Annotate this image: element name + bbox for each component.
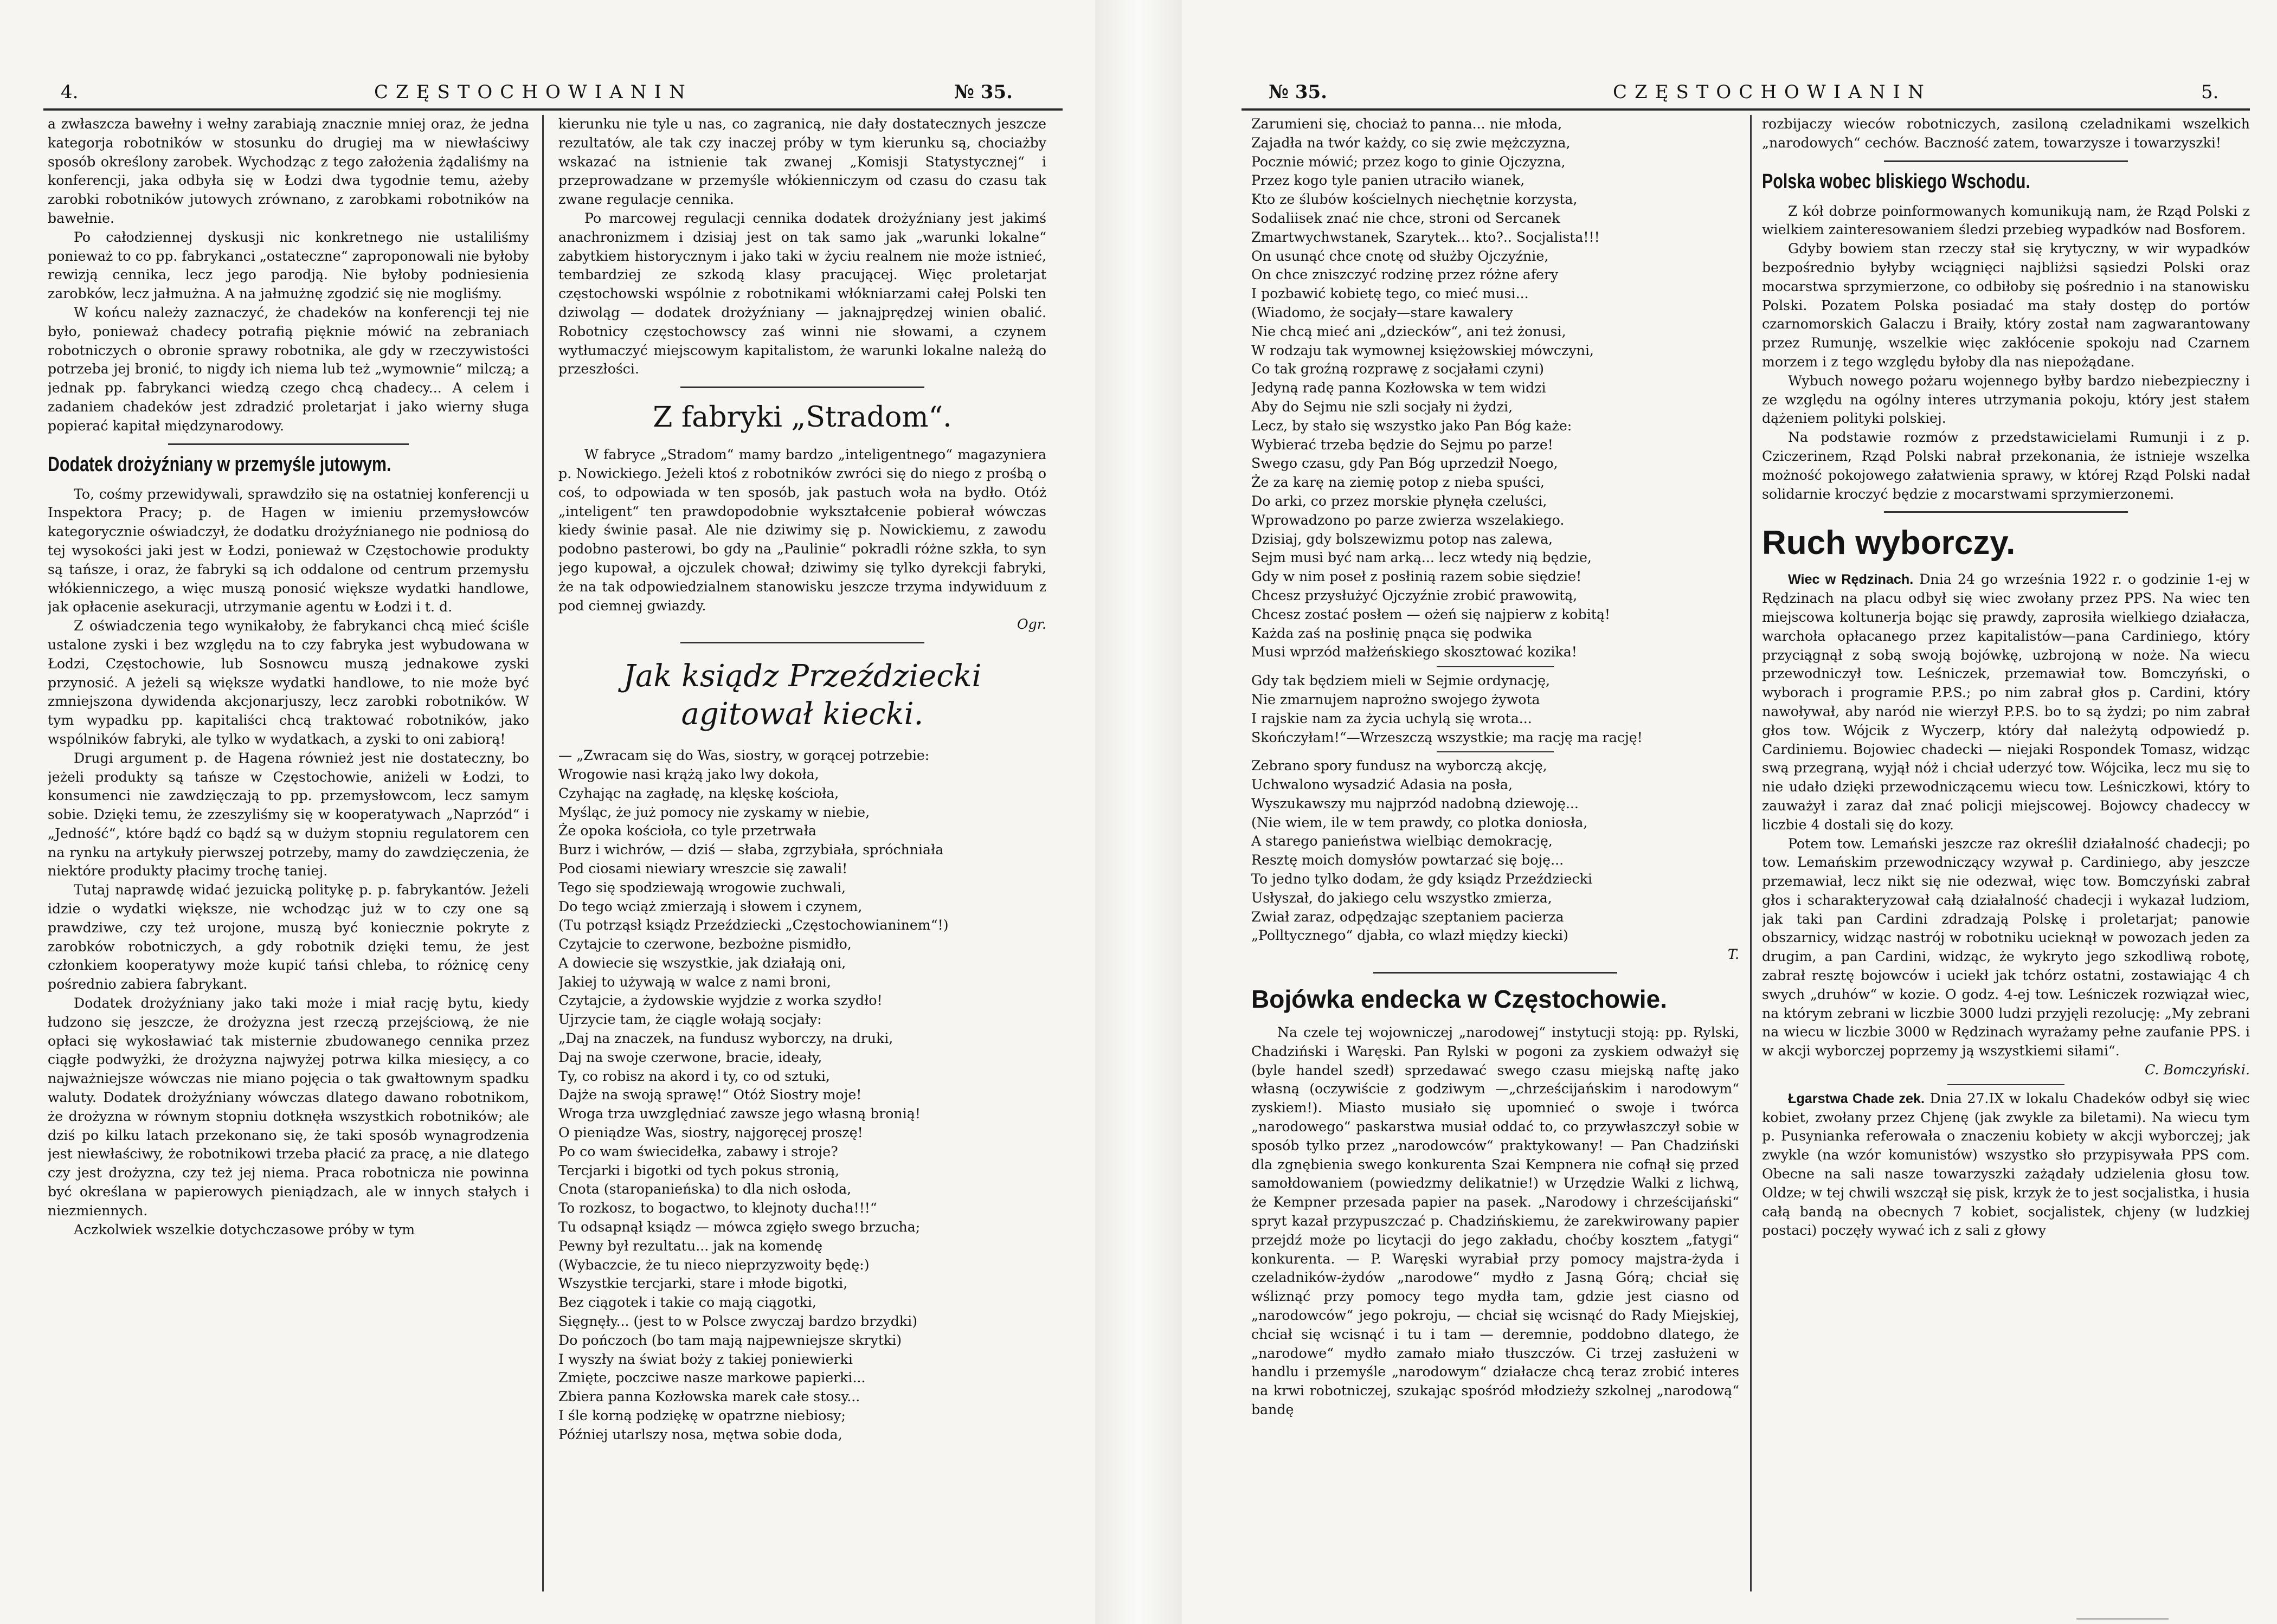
paragraph-lead: Łgarstwa Chade zek. [1788,1091,1925,1106]
paragraph: Po całodziennej dyskusji nic konkretnego nie ustaliliśmy ponieważ to co pp. fabrykanci „ostateczne“ zaproponowali nie byłoby rewizją cennika, lecz jego parodją. Nie byłoby podniesienia zarobków, lecz jałmużna. A na jałmużnę zgodzić się nie mogliśmy. [48,229,529,302]
article-heading: Z fabryki „Stradom“. [653,401,952,434]
issue-number: № 35. [954,81,1013,103]
paragraph-body: Dnia 27.IX w lokalu Chadeków odbył się wiec kobiet, zwołany przez Chjenę (jak zwykle za biletami). Na wiecu tym p. Pusynianka referowała o znaczeniu kobiety w akcji wyborczej; jak zwykle (na wzór komunistów) wszystko sło przypisywała PPS com. Obecne na sali nasze towarzyszki zażądały udzielenia głosu tow. Oldze; w tej chwili wszczął się pisk, krzyk że to jest socjalistka, i husia całą bandą na obecnych 7 kobiet, socjalistek, chjeny (w ludzkiej postaci) poczęły wywać ich z sali z głowy [1762,1090,2250,1239]
paragraph: Po marcowej regulacji cennika dodatek drożyźniany jest jakimś anachronizmem i dzisiaj jest on tak samo jak „warunki lokalne“ zabytkiem historycznym i jako taki w życiu realnem nie może istnieć, tembardziej ze szkodą klasy pracującej. Więc proletarjat częstochowski wspólnie z robotnikami włókniarzami całej Polski ten dziwoląg — dodatek drożyźniany — jaknajprędzej winien obalić. Robotnicy częstochowscy zaś winni nie słowami, a czynem wytłumaczyć miejscowym kapitalistom, że warunki lokalne należą do przeszłości. [558,210,1046,377]
verse-line: A dowiecie się wszystkie, jak działają oni, [558,955,846,971]
paragraph [1762,570,2250,834]
verse-line: Wroga trza uwzględniać zawsze jego własną bronią! [558,1106,921,1122]
left-column-1 [48,115,529,1591]
article-divider [1373,972,1617,974]
verse-line: Gdy w nim poseł z posłinią razem sobie siędzie! [1251,569,1582,585]
paragraph: W fabryce „Stradom“ mamy bardzo „inteligentnego“ magazyniera p. Nowickiego. Jeżeli ktoś z robotników zwróci się do niego z prośbą o coś, to odpowiada w ten sposób, jak pastuch woła na bydło. Otóż „inteligent“ ten prawdopodobnie wykształcenie pobierał wówczas kiedy świnie pasał. Ale nie dziwimy się p. Nowickiemu, z zawodu podobno pasterowi, bo gdy na „Paulinie“ pokradli różne szkła, to syn jego kupował, a ojczulek chował; dziwimy się tylko dyrekcji fabryki, że na tak odpowiedzialnem stanowisku jeszcze trzyma indywiduum z pod ciemnej gwiazdy. [558,447,1046,614]
verse-line: Co tak groźną rozprawę z socjałami czyni) [1251,361,1544,377]
verse-line: Pod ciosami niewiary wreszcie się zawali! [558,860,848,877]
verse-line: Do arki, co przez morskie płynęła czeluści, [1251,493,1547,509]
column-rule [1750,115,1752,1591]
verse-line: I pozbawić kobietę tego, co mieć musi... [1251,286,1529,302]
paragraph: To, cośmy przewidywali, sprawdziło się na ostatniej konferencji u Inspektora Pracy; p. de Hagen w imieniu przemysłowców kategorycznie oświadczył, że dodatku drożyźnianego nie podniosą do tej wysokości jaki jest w Łodzi, ponieważ w Częstochowie produkty są tańsze, i oraz, że fabryki są ich oddalone od centrum przemysłu włókienniczego, a więc muszą ponosić większe wydatki handlowe, jak opłacenie asekuracji, utrzymanie agentu w Łodzi i t. d. [48,486,529,615]
verse-line: To jedno tylko dodam, że gdy ksiądz Przeździecki [1251,871,1592,887]
verse-line: Jakiej to używają w walce z nami broni, [558,974,831,990]
page-gutter [1095,0,1182,1624]
masthead-title: CZĘSTOCHOWIANIN [374,81,693,103]
verse-line: Zajadła na twór każdy, co się zwie mężczyzna, [1251,134,1571,151]
right-column-1 [1251,115,1739,1591]
paragraph: kierunku nie tyle u nas, co zagranicą, nie dały dostatecznych jeszcze rezultatów, ale tak czy inaczej próby w tym kierunku są, chociażby wskazać na istnienie tak zwanej „Komisji Statystycznej“ i przeprowadzane w przemyśle włókienniczym od czasu do czasu tak zwane regulacje cennika. [558,116,1046,208]
verse-line: Wybierać trzeba będzie do Sejmu po parze! [1251,436,1553,453]
paragraph: W końcu należy zaznaczyć, że chadeków na konferencji tej nie było, ponieważ chadecy potrafią pięknie mówić na zebraniach robotniczych o obronie sprawy robotnika, ale gdy w rzeczywistości potrzeba jej bronić, to nigdy ich niema lub też „wymownie“ milczą; a jednak pp. fabrykanci wiedzą czego chcą chadecy... A celem i zadaniem chadeków jest zdradzić proletarjat i jako wierny sługa popierać kapitał międzynarodowy. [48,304,529,434]
verse-line: Do tego wciąż zmierzają i słowem i czynem, [558,898,863,914]
verse-line: I rajskie nam za życia uchylą się wrota... [1251,710,1532,726]
verse-line: Uchwalono wysadzić Adasia na posła, [1251,777,1513,793]
verse-line: Resztę moich domysłów powtarzać się boję... [1251,852,1564,868]
poem-title [558,658,1046,733]
verse-line: Później utarlszy nosa, mętwa sobie doda, [558,1426,842,1442]
article-heading: Bojówka endecka w Częstochowie. [1251,985,1667,1014]
header-rule [43,108,1063,111]
article-heading: Polska wobec bliskiego Wschodu. [1762,170,2030,193]
header-rule [1242,108,2250,111]
verse-line: Zmięte, poczciwe nasze markowe papierki... [558,1370,866,1386]
verse-line: Zmartwychwstanek, Szarytek... kto?.. Socjalista!!! [1251,229,1600,245]
verse-line: Ujrzycie tam, że ciągle wołają socjały: [558,1011,822,1028]
verse-line: Sejm musi być nam arką... lecz wtedy nią będzie, [1251,550,1592,566]
verse-line: Czyhając na zagładę, na klęskę kościoła, [558,785,839,801]
verse-line: Czytajcie to czerwone, bezbożne pismidło, [558,936,852,952]
paragraph: rozbijaczy wieców robotniczych, zasiloną czeladnikami wszelkich „narodowych“ cechów. Baczność zatem, towarzysze i towarzyszki! [1762,116,2250,151]
verse-line: Chcesz zostać posłem — ożeń się najpierw z kobitą! [1251,606,1611,622]
verse-line: Dzisiaj, gdy bolszewizmu potop nas zalewa, [1251,531,1553,547]
paragraph: Z kół dobrze poinformowanych komunikują nam, że Rząd Polski z wielkiem zainteresowaniem śledzi przebieg wypadków nad Bosforem. [1762,203,2250,238]
verse-line: Wprowadzono po parze zwierza wszelakiego. [1251,512,1565,528]
verse-line: Zebrano spory fundusz na wyborczą akcję, [1251,758,1547,774]
verse-line: Czytajcie, a żydowskie wyjdzie z worka szydło! [558,993,883,1009]
verse-line: Tu odsapnął ksiądz — mówca zgięło swego brzucha; [558,1219,921,1235]
article-heading: Ruch wyborczy. [1762,524,2016,562]
paragraph-lead: Wiec w Rędzinach. [1788,572,1914,588]
verse-line: Daj na swoje czerwone, bracie, ideały, [558,1049,822,1065]
paragraph: Dodatek drożyźniany jako taki może i miał rację bytu, kiedy łudzono się jeszcze, że drożyzna jest rzeczą przejściową, że nie opłaci się wykosławiać tak misternie zbudowanego cennika przez ciągłe podwyżki, że drożyzna najwyżej potrwa kilka miesięcy, a co najważniejsze wówczas nie miano pojęcia o tak gwałtownym spadku waluty. Dodatek drożyźniany wówczas dlatego dawano robotnikom, że drożyzna w równym stopniu dotknęła wszystkich robotników; ale dziś po kilku latach przekonano się, że taki sposób wynagrodzenia jest niewłaściwy, że robotnikowi trzeba płacić za pracę, a nie dlatego czy jest drożyzna, czy też jej niema. Praca robotnicza nie powinna być określana w papierowych pieniądzach, ale w innych stałych i niezmiennych. [48,995,529,1219]
verse-line: Pewny był rezultatu... jak na komendę [558,1238,823,1254]
paragraph-body: Dnia 24 go września 1922 r. o godzinie 1-ej w Rędzinach na placu odbył się wiec zwołany przez PPS. Na wiec ten miejscowa koltunerja bojąc się prawdy, zaprosiła wielkiego działacza, warchoła opłacanego przez kapitalistów—pana Cardiniego, który przyciągnął z sobą swoją bojówkę, uzbrojoną w noże. Na wiecu przewodniczył tow. Leśniczek, przemawiał tow. Bomczyński, o wyborach i programie P.P.S.; po nim zabrał głos p. Cardini, który nawoływał, aby naród nie wierzył P.P.S. bo to są żydzi; po nim zabrał głos tow. Wójcik z Wyczerp, który dał należytą odpowiedź p. Cardiniemu. Bojowiec chadecki — niejaki Rospondek Tomasz, widząc swą przegraną, wyjął nóż i chciał uderzyć tow. Wójcika, lecz mu się to nie udało dzięki przewodniczącemu wiecu tow. Leśniczkowi, który to zauważył i zaraz dał znać policji miejscowej. Bojowcy chadeccy w liczbie 4 dostali się do kozy. [1762,571,2250,833]
paragraph: Na podstawie rozmów z przedstawicielami Rumunji i z p. Cziczerinem, Rząd Polski nabrał przekonania, że istnieje wszelka możność pokojowego załatwienia sprawy, w której Rząd Polski nadał solidarnie kroczyć będzie z mocarstwami sprzymierzonemi. [1762,429,2250,502]
verse-line: Dajże na swoją sprawę!“ Otóż Siostry moje! [558,1087,862,1103]
verse-line: „Polltycznego“ djabła, co wlazł między kiecki) [1251,927,1568,944]
verse-line: Tego się spodziewają wrogowie zuchwali, [558,879,846,895]
signature: Ogr. [1017,616,1046,633]
masthead-title: CZĘSTOCHOWIANIN [1613,81,1932,103]
verse-line: Wszystkie tercjarki, stare i młode bigotki, [558,1275,848,1292]
article-divider [1884,511,2128,513]
verse-line: Ty, co robisz na akord i ty, co od sztuki, [558,1068,830,1084]
article-divider [168,443,409,445]
verse-line: (Nie wiem, ile w tem prawdy, co plotka doniosła, [1251,814,1588,830]
poem-continuation [1251,115,1739,945]
article-divider [680,386,924,388]
verse-line: Musi wprzód małżeńskiego skosztować kozika! [1251,644,1577,660]
verse-line: Burz i wichrów, — dziś — słaba, zgrzybiała, spróchniała [558,842,944,858]
verse-line: — „Zwracam się do Was, siostry, w gorącej potrzebie: [558,747,930,764]
verse-line: Zwiał zaraz, odpędzając szeptaniem pacierza [1251,908,1564,925]
paragraph: Na czele tej wojowniczej „narodowej“ instytucji stoją: pp. Rylski, Chadziński i Waręski. Pan Rylski w pogoni za zyskiem odważył się (byle handel szedł) sprzedawać swego czasu miejską naftę jako własną (oczywiście z godziwym —„chrześcijańskim i narodowym“ zyskiem!). Miasto musiało się upomnieć o swoje i twórca „narodowego“ paskarstwa musiał oddać to, co przywłaszczył sobie w sposób tylko przez „narodowców“ praktykowany! — Pan Chadziński dla zgnębienia swego konkurenta Szai Kempnera nie cofnął się przed samołdowaniem (powiedzmy delikatnie!) w Urzędzie Walki z lichwą, że Kempner przesada papier na pasek. „Narodowy i chrześcijański“ spryt kazał przypuszczać p. Chadzińskiemu, że zarekwirowany papier przejdź może po licytacji do jego zakładu, choćby kosztem „fatygi“ konkurenta. — P. Waręski wyrabiał przy pomocy majstra-żyda i czeladników-żydów „narodowe“ mydło z Jasną Górą; chciał się wśliznąć przy pomocy tego mydła tam, gdzie jest ciasno od „narodowców“ jego pokroju, — chciał się wcisnąć do Rady Miejskiej, chciał się wcisnąć i tu i tam — deremnie, poddobno dlatego, że „narodowe“ mydło zamało miało tłuszczów. Ci trzej zasłużeni w handlu i przemyśle „narodowym“ działacze chcą teraz zrobić interes na krwi robotniczej, szukając spośród młodzieży szkolnej „narodową“ bandę [1251,1024,1739,1417]
verse-line: Wrogowie nasi krążą jako lwy dokoła, [558,766,819,782]
verse-line: Skończyłam!“—Wrzeszczą wszystkie; ma rację ma rację! [1251,729,1643,745]
poem-title-line: Jak ksiądz Przeździecki [623,659,982,694]
right-page-header [1182,81,2277,109]
verse-line: Zarumieni się, chociaż to panna... nie młoda, [1251,116,1562,132]
paragraph: Tutaj naprawdę widać jezuicką politykę p. p. fabrykantów. Jeżeli idzie o wydatki większe, nie wchodząc już w to czy one są prawdziwe, czy też urojone, muszą być koniecznie pokryte z zarobków robotniczych, a gdy robotnik dzięki temu, że jest członkiem kooperatywy może kupić tańsi chleba, to różnicę ceny pośrednio zabiera fabrykant. [48,882,529,993]
verse-line: Nie chcą mieć ani „dziecków“, ani też żonusi, [1251,323,1566,339]
verse-line: Gdy tak będziem mieli w Sejmie ordynację, [1251,673,1551,689]
verse-line: Kto ze ślubów kościelnych niechętnie korzysta, [1251,191,1578,208]
paragraph: Z oświadczenia tego wynikałoby, że fabrykanci chcą mieć ściśle ustalone zyski i bez względu na to czy fabryka jest wybudowana w Łodzi, Częstochowie, lub Sosnowcu muszą jednakowe zyski przynosić. A jeżeli są większe wydatki handlowe, to nie może być zmniejszona dywidenda akcjonarjuszy, lecz zarobki robotników. W tym wypadku pp. kapitaliści chcą traktować robotników, jako wspólników fabryki, ale tylko w wydatkach, a zyski to oni zabiorą! [48,618,529,747]
library-stamp [2076,1596,2169,1620]
verse-line: Myśląc, że już pomocy nie zyskamy w niebie, [558,804,870,820]
verse-line: A starego panieństwa wielbiąc demokrację, [1251,833,1553,849]
verse-line: Przez kogo tyle panien utraciło wianek, [1251,172,1525,189]
verse-line: Tercjarki i bigotki od tych pokus stronią, [558,1162,840,1178]
paragraph: Potem tow. Lemański jeszcze raz określił działalność chadecji; po tow. Lemańskim przewodniczący wzywał p. Cardiniego, aby jeszcze przemawiał, lecz nikt się nie odezwał, więc tow. Bomczyński zabrał głos i scharakteryzował całą działalność chadecji i wykazał ludziom, jak taki pan Cardini zdradzają Polskę i proletarjat; panowie obszarnicy, widząc nastrój w robotniku ucieknął w powozach jeden za drugim, a pan Cardini, widząc, że wykryto jego szkodliwą robotę, zabrał resztę bojowców i uciekł jak tchórz ostatni, zostawiając 4 ch swych „druhów“ w kozie. O godz. 4-ej tow. Leśniczek rozwiązał wiec, na którym zebrani w liczbie 3000 ludzi przyjęli rezolucję: „My zebrani na wiecu w liczbie 3000 w Rędzinach wyrażamy pełne zaufanie PPS. i w akcji wyborczej poprzemy ją wszystkiemi siłami“. [1762,835,2250,1059]
page-number: 5. [2201,81,2219,103]
paragraph: Gdyby bowiem stan rzeczy stał się krytyczny, w wir wypadków bezpośrednio byłyby wciągnięci najbliżsi sąsiedzi Polski oraz mocarstwa sprzymierzone, co odbiłoby się pośrednio i na stanowisku Polski. Pozatem Polska posiadać ma stały dostęp do portów czarnomorskich Galaczu i Braiły, który został nam zagwarantowany przez Rumunję, wszelkie więc zakłócenie spokoju nad Czarnem morzem i z tego względu byłoby dla nas niepożądane. [1762,241,2250,370]
article-heading: Dodatek drożyźniany w przemyśle jutowym. [48,453,391,476]
stanza-divider [1437,751,1554,752]
verse-line: Chcesz przysłużyć Ojczyźnie zrobić prawowitą, [1251,587,1578,603]
verse-line: „Daj na znaczek, na fundusz wyborczy, na druki, [558,1030,893,1047]
verse-line: Aby do Sejmu nie szli socjały ni żydzi, [1251,398,1513,415]
verse-line: Sodaliisek znać nie chce, stroni od Sercanek [1251,210,1560,226]
verse-line: Do pończoch (bo tam mają najpewniejsze skrytki) [558,1332,902,1348]
verse-line: Nie zmarnujem naprożno swojego żywota [1251,691,1540,707]
verse-line: (Tu potrząsł ksiądz Przeździecki „Częstochowianinem“!) [558,917,949,933]
left-column-2 [558,115,1046,1591]
signature: C. Bomczyński. [2144,1062,2250,1078]
paragraph: Drugi argument p. de Hagena również jest nie dostateczny, bo jeżeli produkty są tańsze w Częstochowie, aniżeli w Łodzi, to konsumenci nie zawdzięczają to pp. przemysłowcom, lecz samym sobie. Dzięki temu, że zzeszyliśmy się w kooperatywach „Naprzód“ i „Jedność“, które bądź co bądź są w dużym stopniu regulatorem cen na rynku na artykuły pierwszej potrzeby, mamy do zawdzięczenia, że niektóre produkty płacimy trochę taniej. [48,750,529,879]
verse-line: Lecz, by stało się wszystko jako Pan Bóg każe: [1251,417,1572,434]
article-divider [680,642,924,643]
left-page-header [0,81,1095,109]
verse-line: On chce zniszczyć rodzinę przez różne afery [1251,267,1559,283]
signature: T. [1727,946,1739,963]
paragraph: Aczkolwiek wszelkie dotychczasowe próby w tym [74,1221,415,1238]
verse-line: Jedyną radę panna Kozłowska w tem widzi [1251,380,1546,396]
verse-line: Zbiera panna Kozłowska marek całe stosy... [558,1389,860,1405]
column-rule [542,115,544,1591]
right-column-2 [1762,115,2250,1591]
verse-line: Wyszukawszy mu najprzód nadobną dziewoję... [1251,795,1579,811]
article-divider [1884,160,2128,162]
issue-number: № 35. [1269,81,1327,103]
verse-line: I wyszły na świat boży z takiej poniewierki [558,1351,853,1367]
verse-line: (Wiadomo, że socjały—stare kawalery [1251,304,1513,320]
verse-line: Że za karę na ziemię potop z nieba spuści, [1251,474,1545,491]
verse-line: Każda zaś na posłinię pnąca się podwika [1251,625,1533,641]
verse-line: O pieniądze Was, siostry, najgoręcej proszę! [558,1125,863,1141]
paragraph [1762,1090,2250,1240]
verse-line: Sięgnęły... (jest to w Polsce zwyczaj bardzo brzydki) [558,1313,918,1330]
poem [558,746,1046,1444]
poem-title-line: agitował kiecki. [681,697,924,732]
verse-line: Swego czasu, gdy Pan Bóg uprzedził Noego, [1251,455,1558,472]
stanza-divider [1437,666,1554,667]
verse-line: Bez ciągotek i takie co mają ciągotki, [558,1294,816,1311]
verse-line: Po co wam świecidełka, zabawy i stroje? [558,1143,838,1159]
verse-line: To rozkosz, to bogactwo, to klejnoty ducha!!!“ [558,1200,877,1216]
verse-line: On usunąć chce cnotę od służby Ojczyźnie, [1251,248,1549,264]
verse-line: (Wybaczcie, że tu nieco nieprzyzwoity będę:) [558,1256,870,1273]
page-number: 4. [61,81,79,103]
verse-line: Pocznie mówić; przez kogo to ginie Ojczyzna, [1251,153,1566,170]
verse-line: W rodzaju tak wymownej księżowskiej mówczyni, [1251,342,1594,358]
verse-line: I śle korną podziękę w opatrzne niebiosy; [558,1408,846,1424]
article-divider [1947,1084,2064,1085]
verse-line: Usłyszał, do jakiego celu wszystko zmierza, [1251,890,1552,906]
verse-line: Że opoka kościoła, co tyle przetrwała [558,823,816,839]
paragraph: a zwłaszcza bawełny i wełny zarabiają znacznie mniej oraz, że jedna kategorja robotników w stosunku do drugiej ma w niewłaściwy sposób określony zarobek. Wychodząc z tego założenia żądaliśmy na konferencji, jaka odbyła się w Łodzi dwa tygodnie temu, ażeby zarobki robotników jutowych zrównano, z zarobkami robotników na bawełnie. [48,116,529,226]
verse-line: Cnota (staropanieńska) to dla nich osłoda, [558,1181,852,1197]
paragraph: Wybuch nowego pożaru wojennego byłby bardzo niebezpieczny i ze względu na ogólny interes utrzymania pokoju, który jest stałem dążeniem polityki polskiej. [1762,372,2250,427]
